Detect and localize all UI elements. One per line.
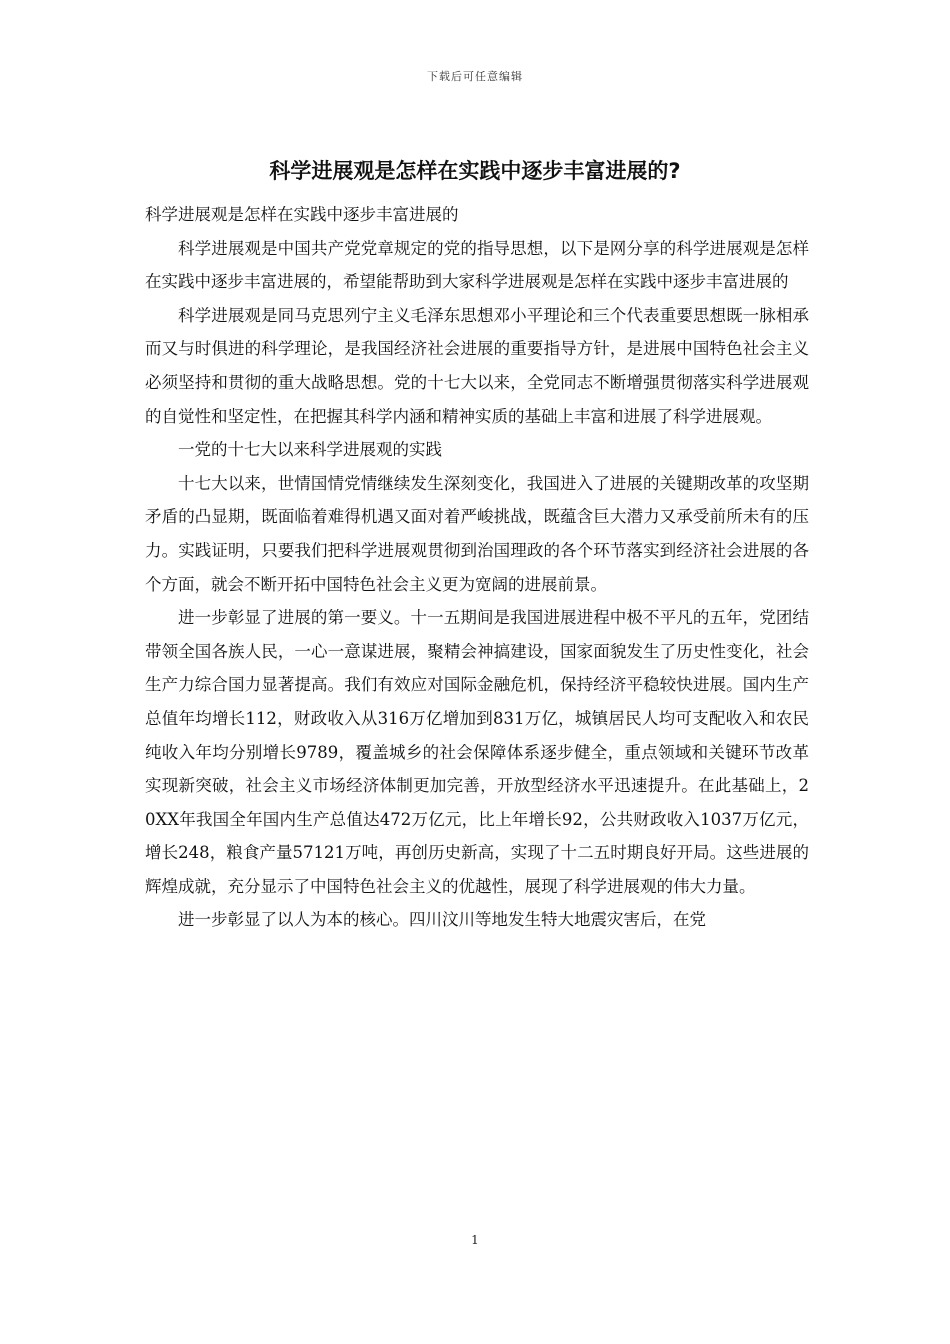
document-title: 科学进展观是怎样在实践中逐步丰富进展的? [269,159,681,183]
document-subtitle: 科学进展观是怎样在实践中逐步丰富进展的 [145,205,459,224]
page-header: 下载后可任意编辑 [427,70,523,83]
document-body [145,198,809,937]
section-heading: 一党的十七大以来科学进展观的实践 [178,440,442,460]
page-number: 1 [471,1233,479,1247]
paragraph: 科学进展观是中国共产党党章规定的党的指导思想，以下是网分享的科学进展观是怎样在实践中逐步丰富进展的，希望能帮助到大家科学进展观是怎样在实践中逐步丰富进展的 [145,238,809,292]
paragraph: 进一步彰显了以人为本的核心。四川汶川等地发生特大地震灾害后，在党 [178,910,706,930]
paragraph: 科学进展观是同马克思列宁主义毛泽东思想邓小平理论和三个代表重要思想既一脉相承而又与时俱进的科学理论，是我国经济社会进展的重要指导方针，是进展中国特色社会主义必须坚持和贯彻的重大战略思想。党的十七大以来，全党同志不断增强贯彻落实科学进展观的自觉性和坚定性，在把握其科学内涵和精神实质的基础上丰富和进展了科学进展观。 [145,305,809,426]
paragraph: 十七大以来，世情国情党情继续发生深刻变化，我国进入了进展的关键期改革的攻坚期矛盾的凸显期，既面临着难得机遇又面对着严峻挑战，既蕴含巨大潜力又承受前所未有的压力。实践证明，只要我们把科学进展观贯彻到治国理政的各个环节落实到经济社会进展的各个方面，就会不断开拓中国特色社会主义更为宽阔的进展前景。 [145,473,809,594]
paragraph: 进一步彰显了进展的第一要义。十一五期间是我国进展进程中极不平凡的五年，党团结带领全国各族人民，一心一意谋进展，聚精会神搞建设，国家面貌发生了历史性变化，社会生产力综合国力显著提高。我们有效应对国际金融危机，保持经济平稳较快进展。国内生产总值年均增长112，财政收入从316万亿增加到831万亿，城镇居民人均可支配收入和农民纯收入年均分别增长9789，覆盖城乡的社会保障体系逐步健全，重点领域和关键环节改革实现新突破，社会主义市场经济体制更加完善，开放型经济水平迅速提升。在此基础上，20XX年我国全年国内生产总值达472万亿元，比上年增长92，公共财政收入1037万亿元，增长248，粮食产量57121万吨，再创历史新高，实现了十二五时期良好开局。这些进展的辉煌成就，充分显示了中国特色社会主义的优越性，展现了科学进展观的伟大力量。 [145,608,809,896]
